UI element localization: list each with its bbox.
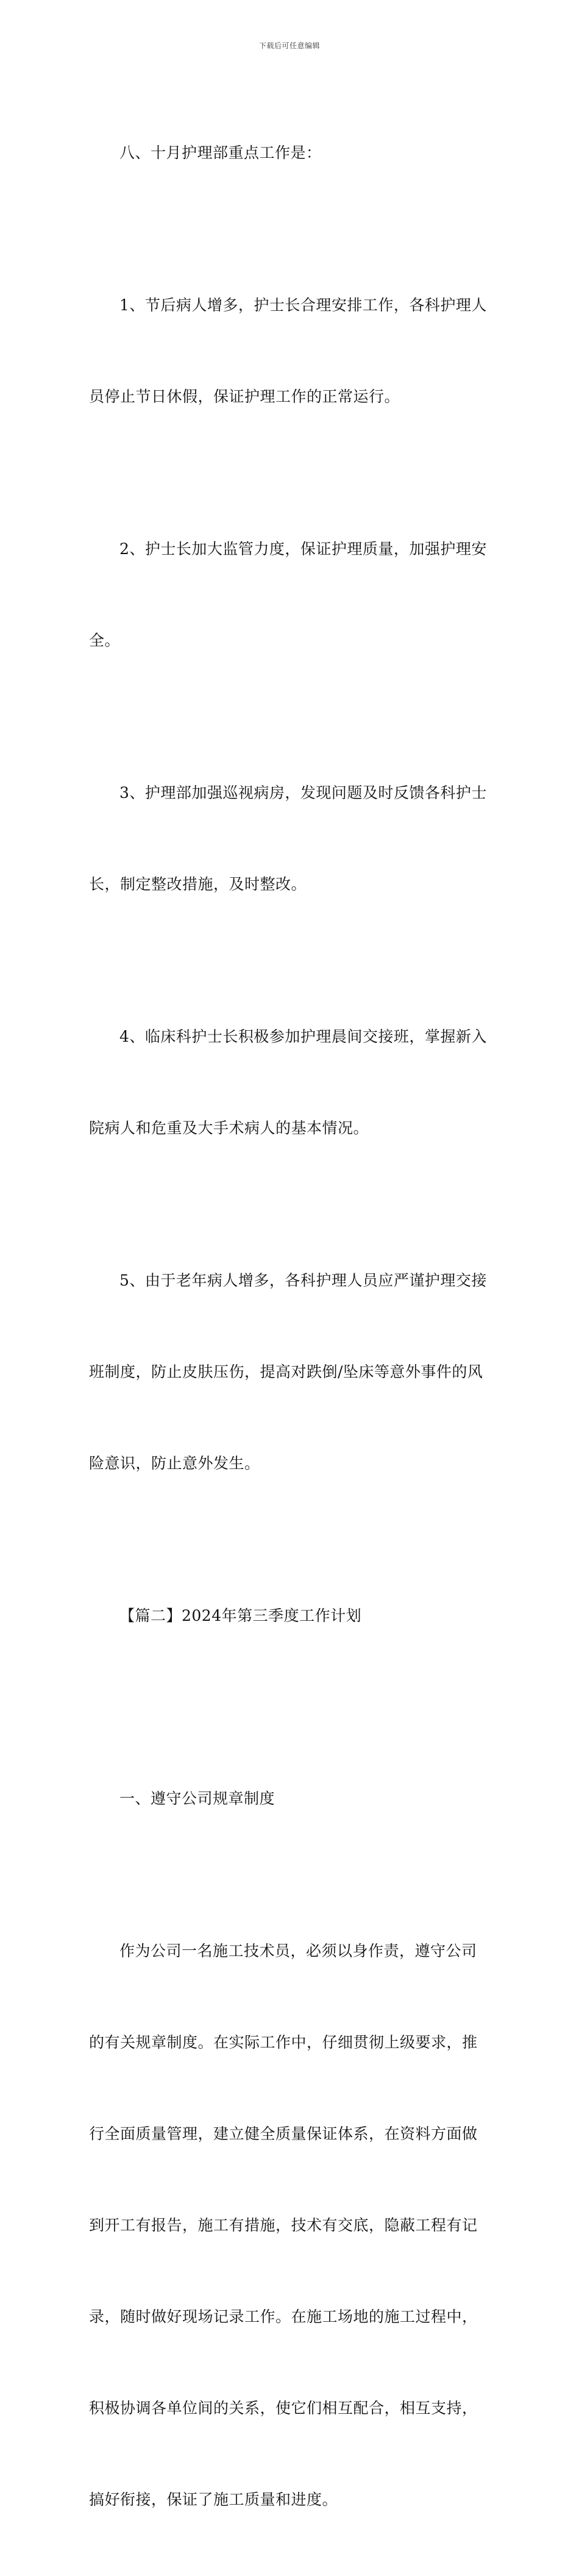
blank-line: [89, 1692, 494, 1723]
text-line: 八、十月护理部重点工作是：: [119, 144, 322, 162]
list-item-2: [89, 473, 494, 717]
text-line: 院病人和危重及大手术病人的基本情况。: [89, 1119, 369, 1137]
section-title-part-two: [89, 1540, 494, 1692]
text-line: 4、临床科护士长积极参加护理晨间交接班，掌握新入: [119, 1028, 487, 1045]
text-line: 长，制定整改措施，及时整改。: [89, 875, 307, 893]
text-line: 员停止节日休假，保证护理工作的正常运行。: [89, 388, 400, 405]
body-paragraph-rules: [89, 1875, 494, 2576]
text-line: 的有关规章制度。在实际工作中，仔细贯彻上级要求，推: [89, 2033, 478, 2051]
text-line: 班制度，防止皮肤压伤，提高对跌倒/坠床等意外事件的风: [89, 1363, 483, 1381]
text-line: 到开工有报告，施工有措施，技术有交底，隐蔽工程有记: [89, 2216, 478, 2234]
text-line: 全。: [89, 632, 121, 649]
text-line: 积极协调各单位间的关系，使它们相互配合，相互支持，: [89, 2399, 478, 2417]
document-body: [89, 77, 494, 2576]
page-header-note: 下载后可任意编辑: [258, 41, 320, 50]
subsection-heading-rules: [89, 1723, 494, 1875]
text-line: 行全面质量管理，建立健全质量保证体系，在资料方面做: [89, 2125, 478, 2143]
text-line: 2、护士长加大监管力度，保证护理质量，加强护理安: [119, 540, 487, 558]
list-item-5: [89, 1204, 494, 1540]
text-line: 5、由于老年病人增多，各科护理人员应严谨护理交接: [119, 1272, 487, 1289]
text-line: 录，随时做好现场记录工作。在施工场地的施工过程中，: [89, 2308, 478, 2325]
list-item-1: [89, 229, 494, 473]
text-line: 1、节后病人增多，护士长合理安排工作，各科护理人: [119, 296, 487, 314]
list-item-3: [89, 717, 494, 961]
text-line: 作为公司一名施工技术员，必须以身作责，遵守公司: [119, 1942, 477, 1960]
text-line: 【篇二】2024年第三季度工作计划: [119, 1607, 362, 1624]
section-heading-october: [89, 77, 494, 229]
text-line: 搞好衔接，保证了施工质量和进度。: [89, 2491, 338, 2508]
list-item-4: [89, 961, 494, 1204]
text-line: 一、遵守公司规章制度: [119, 1790, 275, 1807]
text-line: 3、护理部加强巡视病房，发现问题及时反馈各科护士: [119, 784, 487, 802]
text-line: 险意识，防止意外发生。: [89, 1454, 260, 1472]
